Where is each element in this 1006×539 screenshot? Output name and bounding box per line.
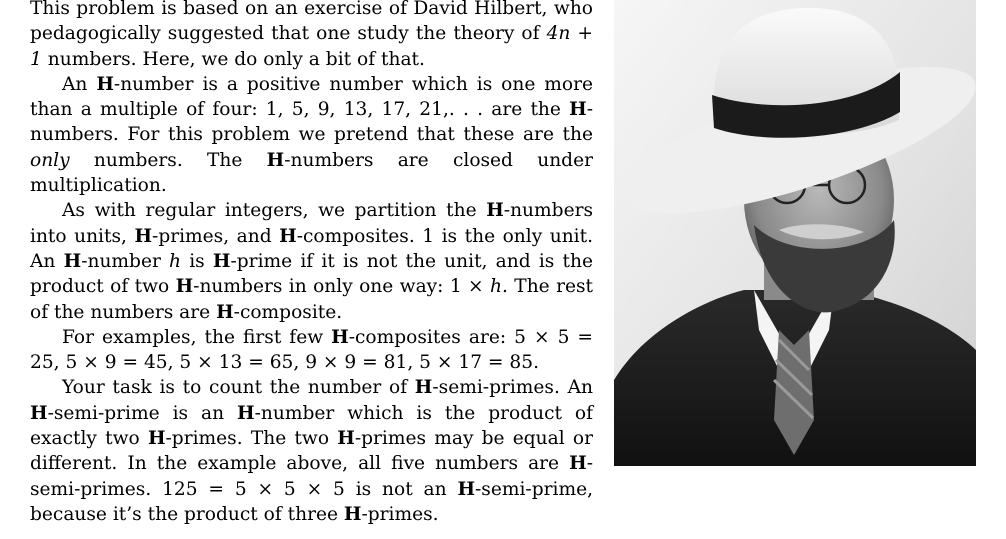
text-segment: H <box>414 377 433 399</box>
text-segment: -primes may be equal or different. In the example above, all five numbers are <box>30 428 593 475</box>
hilbert-portrait <box>614 0 976 466</box>
text-segment: numbers. Here, we do only a bit of that. <box>41 48 425 70</box>
text-segment: An <box>62 73 97 95</box>
text-segment: -numbers are closed under multiplication. <box>30 149 593 197</box>
paragraph <box>30 375 593 527</box>
text-segment: H <box>175 276 194 298</box>
text-segment: -numbers into units, <box>30 200 593 247</box>
text-segment: -composites are: 5 × 5 = 25, 5 × 9 = 45, 5 × 13 = 65, 9 × 9 = 81, 5 × 17 = 85. <box>30 326 593 374</box>
text-segment: H <box>134 225 153 247</box>
text-segment: Your task is to count the number of <box>62 377 415 399</box>
text-segment: -number which is the product of exactly two <box>30 402 594 450</box>
text-segment: H <box>237 402 255 424</box>
problem-statement <box>30 0 593 527</box>
text-segment: -numbers in only one way: 1 × <box>193 276 491 298</box>
text-segment: -semi-primes. An <box>432 377 593 399</box>
text-segment: -number <box>81 250 170 272</box>
text-segment: H <box>569 99 587 121</box>
text-segment: H <box>63 250 82 272</box>
text-segment: H <box>343 503 362 525</box>
text-segment: This problem is based on an exercise of David Hilbert, who pedagogically suggested that one study the theory of <box>30 0 593 45</box>
text-segment: H <box>147 428 166 450</box>
paragraph <box>30 325 593 376</box>
text-segment: H <box>266 149 285 171</box>
text-segment: H <box>279 225 297 247</box>
text-segment: H <box>569 453 587 475</box>
text-segment: H <box>96 73 114 95</box>
text-segment: -composite. <box>233 301 343 323</box>
text-segment: -number is a positive number which is one more than a multiple of four: 1, 5, 9, 13, 17, 21,. . . are the <box>30 73 593 121</box>
text-segment: h <box>169 250 182 272</box>
text-segment: As with regular integers, we partition the <box>62 200 487 222</box>
text-segment: 4n + 1 <box>30 23 594 70</box>
text-segment: -semi-prime is an <box>47 402 238 424</box>
text-segment: H <box>331 326 349 348</box>
paragraph <box>30 198 593 324</box>
text-segment: h <box>490 276 502 298</box>
text-segment: -composites. 1 is the only unit. An <box>30 225 593 272</box>
text-segment: H <box>30 402 48 424</box>
text-segment: . The rest of the numbers are <box>30 276 593 323</box>
text-segment: -semi-primes. 125 = 5 × 5 × 5 is not an <box>30 453 593 500</box>
text-segment: H <box>337 428 355 450</box>
text-segment: -primes. The two <box>165 428 338 450</box>
person-photo-icon <box>614 0 976 466</box>
text-segment: -prime if it is not the unit, and is the product of two <box>30 250 593 298</box>
text-segment: H <box>216 301 234 323</box>
text-segment: -primes. <box>361 503 439 525</box>
text-segment: H <box>212 250 231 272</box>
text-segment: is <box>181 250 213 272</box>
paragraph <box>30 72 593 198</box>
paragraph <box>30 0 593 72</box>
text-segment: H <box>457 478 476 500</box>
text-segment: numbers. The <box>69 149 267 171</box>
text-segment: -primes, and <box>152 225 280 247</box>
text-segment: H <box>486 200 504 222</box>
text-segment: -semi-prime, because it’s the product of three <box>30 478 593 525</box>
text-segment: -numbers. For this problem we pretend that these are the <box>30 99 593 146</box>
text-segment: only <box>30 149 70 171</box>
text-segment: For examples, the first few <box>62 326 332 348</box>
